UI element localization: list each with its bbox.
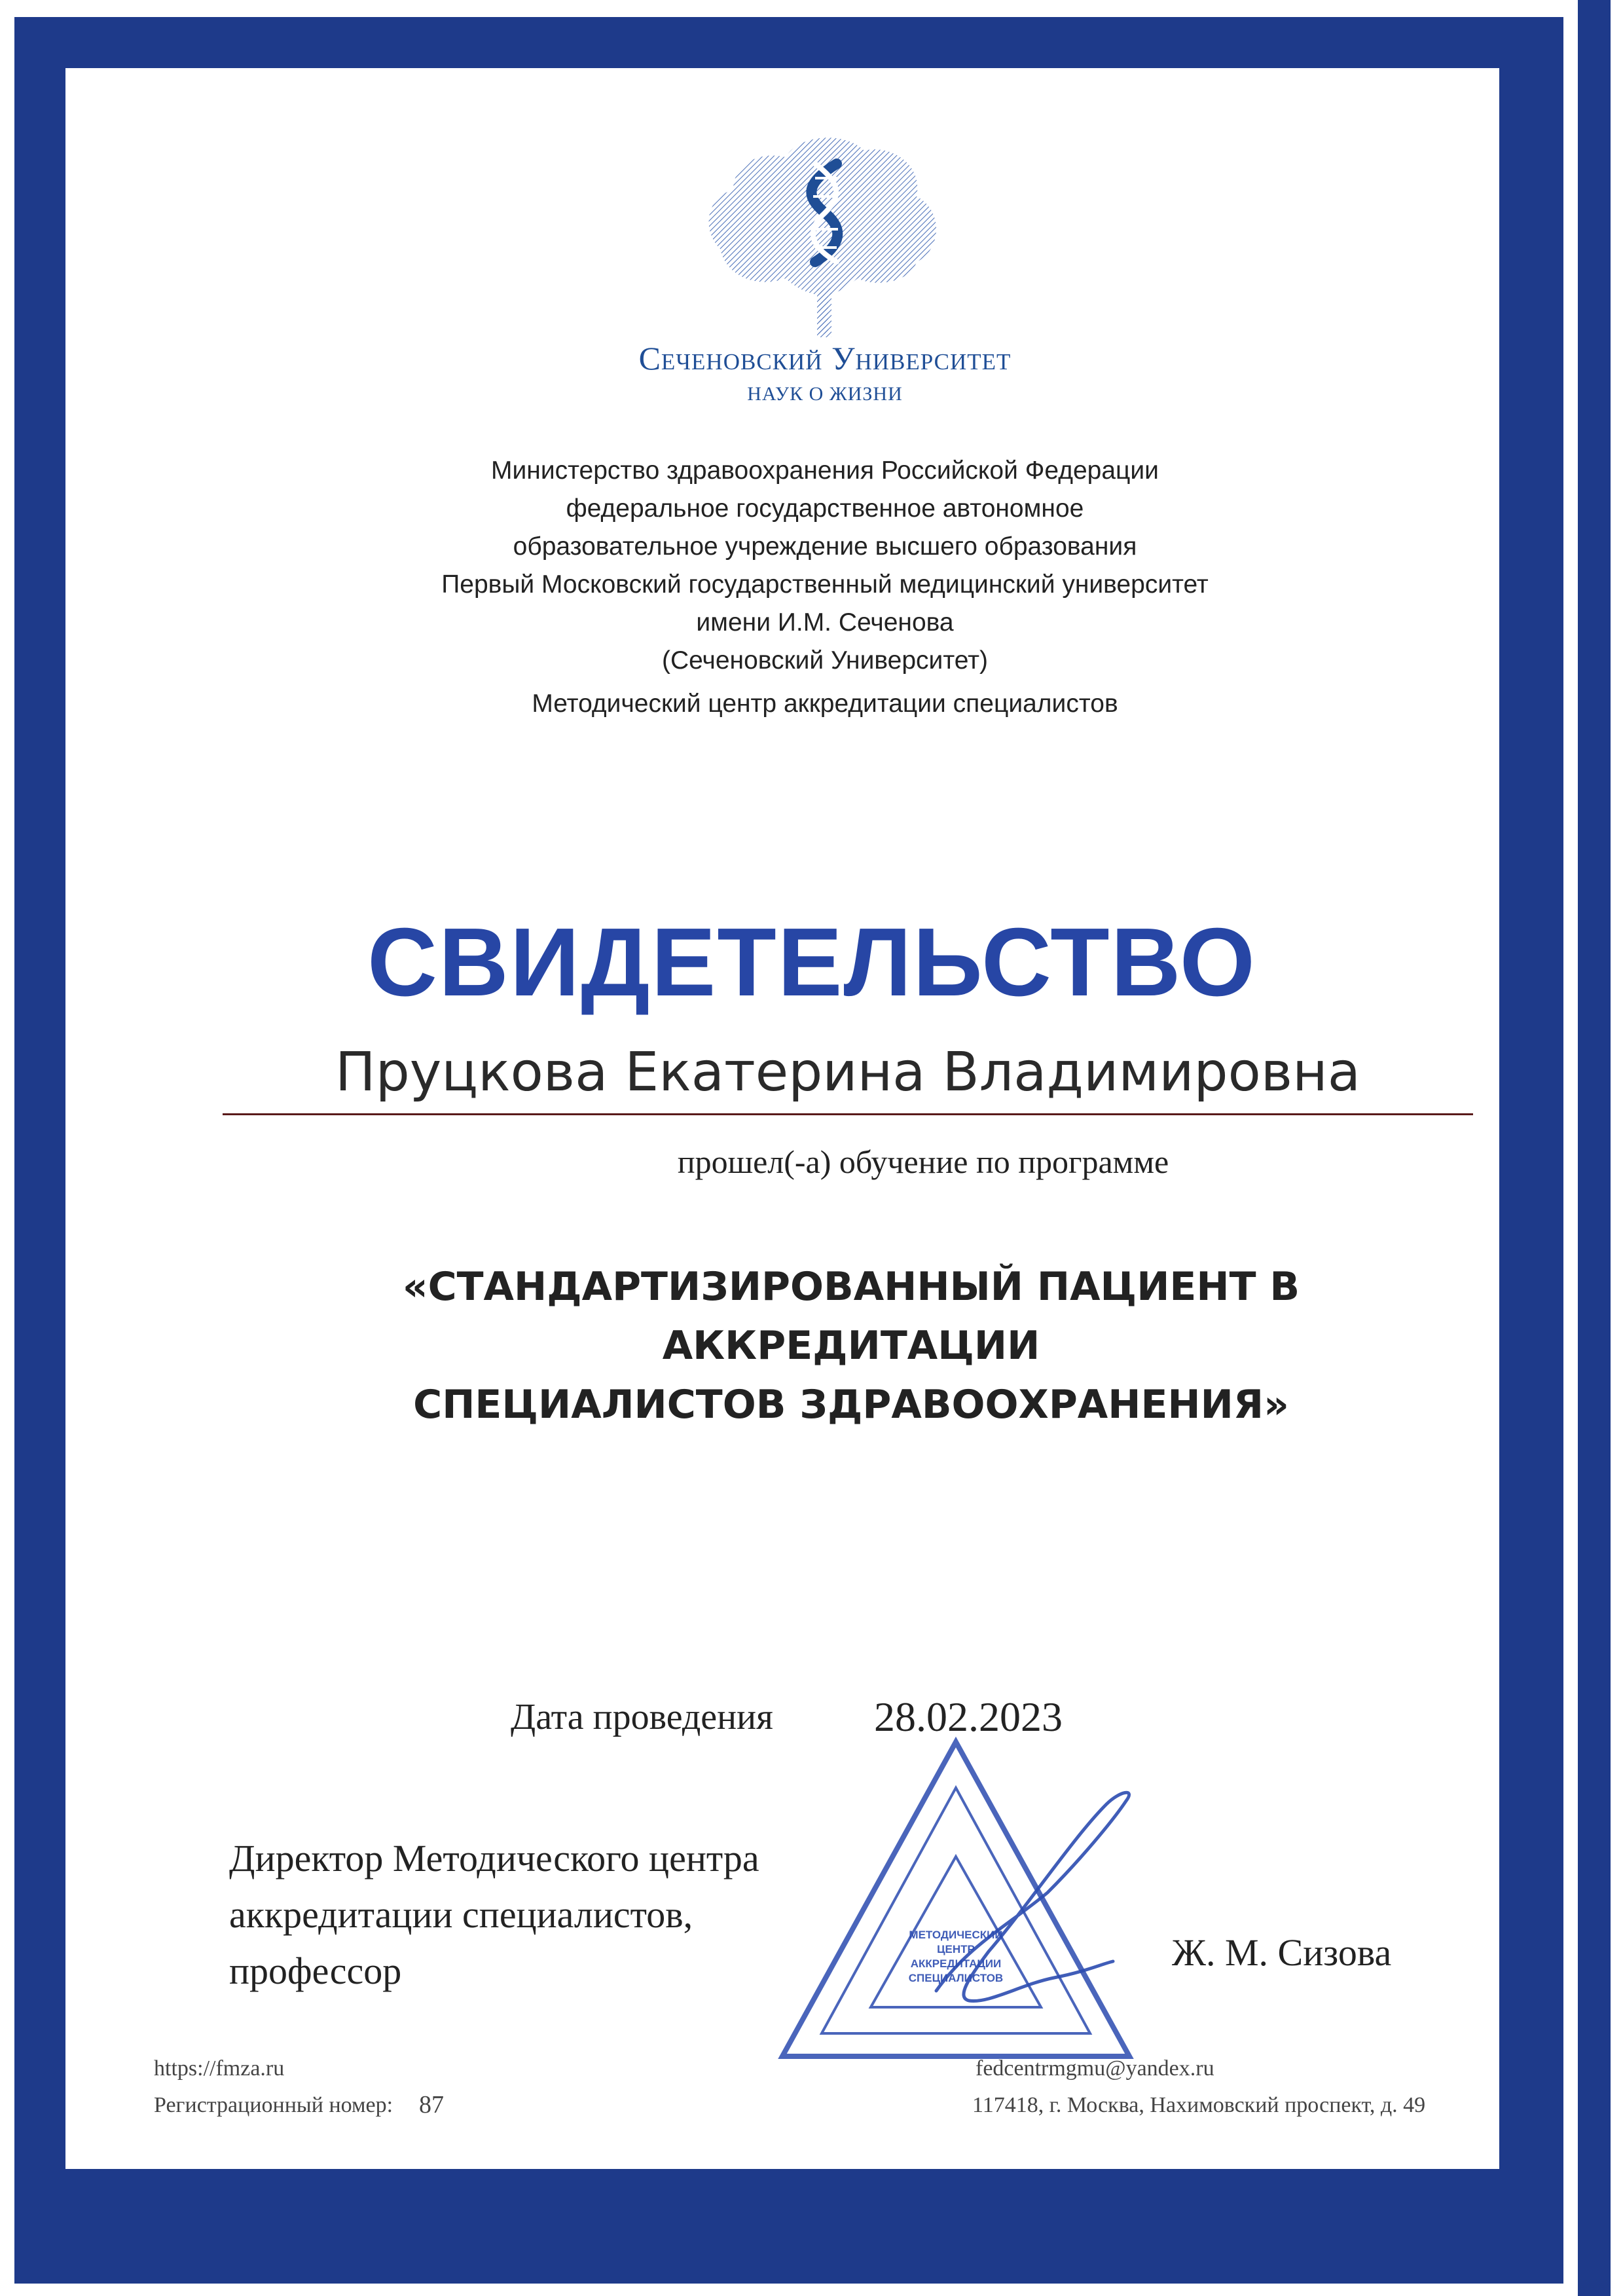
director-title <box>229 1830 759 1999</box>
director-line: аккредитации специалистов, <box>229 1893 693 1936</box>
stamp-line: МЕТОДИЧЕСКИЙ <box>909 1929 1003 1941</box>
certificate-title: СВИДЕТЕЛЬСТВО <box>367 908 1256 1016</box>
stamp-line: АККРЕДИТАЦИИ <box>910 1957 1002 1970</box>
program-line: СПЕЦИАЛИСТОВ ЗДРАВООХРАНЕНИЯ» <box>413 1382 1289 1428</box>
frame-right <box>1499 17 1563 2284</box>
signer-name: Ж. М. Сизова <box>1172 1931 1392 1974</box>
recipient-name: Пруцкова Екатерина Владимировна <box>335 1041 1360 1103</box>
header-line: федеральное государственное автономное <box>566 494 1084 523</box>
stamp-line: СПЕЦИАЛИСТОВ <box>908 1972 1004 1984</box>
stamp-line: ЦЕНТР <box>937 1943 975 1955</box>
stamp-seal <box>773 1729 1139 2102</box>
institution-header <box>236 452 1414 723</box>
header-line: имени И.М. Сеченова <box>696 608 954 637</box>
program-title <box>216 1257 1486 1434</box>
header-line: Министерство здравоохранения Российской Федерации <box>491 456 1159 485</box>
header-line: Первый Московский государственный медицинский университет <box>441 570 1209 599</box>
registration-label: Регистрационный номер: <box>154 2093 393 2117</box>
director-line: Директор Методического центра <box>229 1837 759 1879</box>
frame-top <box>14 17 1507 68</box>
email-link[interactable]: fedcentrmgmu@yandex.ru <box>976 2056 1214 2081</box>
header-line: образовательное учреждение высшего образования <box>513 532 1137 561</box>
header-line: Методический центр аккредитации специалистов <box>532 690 1118 718</box>
university-name: Сеченовский Университет <box>638 340 1012 377</box>
director-line: профессор <box>229 1950 402 1992</box>
date-label: Дата проведения <box>511 1697 773 1737</box>
registration-number: 87 <box>419 2091 444 2119</box>
date-value: 28.02.2023 <box>874 1694 1063 1740</box>
frame-bottom <box>14 2169 1507 2284</box>
header-line: (Сеченовский Университет) <box>662 646 988 675</box>
website-link[interactable]: https://fmza.ru <box>154 2056 285 2081</box>
frame-left <box>14 17 65 2284</box>
dna-tree-icon <box>694 124 956 341</box>
frame-right-edge <box>1578 0 1611 2296</box>
completion-statement: прошел(-а) обучение по программе <box>677 1143 1169 1180</box>
address: 117418, г. Москва, Нахимовский проспект, д. 49 <box>972 2093 1426 2117</box>
name-underline <box>223 1113 1473 1115</box>
university-slogan: НАУК О ЖИЗНИ <box>747 383 903 405</box>
program-line: «СТАНДАРТИЗИРОВАННЫЙ ПАЦИЕНТ В АККРЕДИТАЦИИ <box>402 1264 1300 1369</box>
